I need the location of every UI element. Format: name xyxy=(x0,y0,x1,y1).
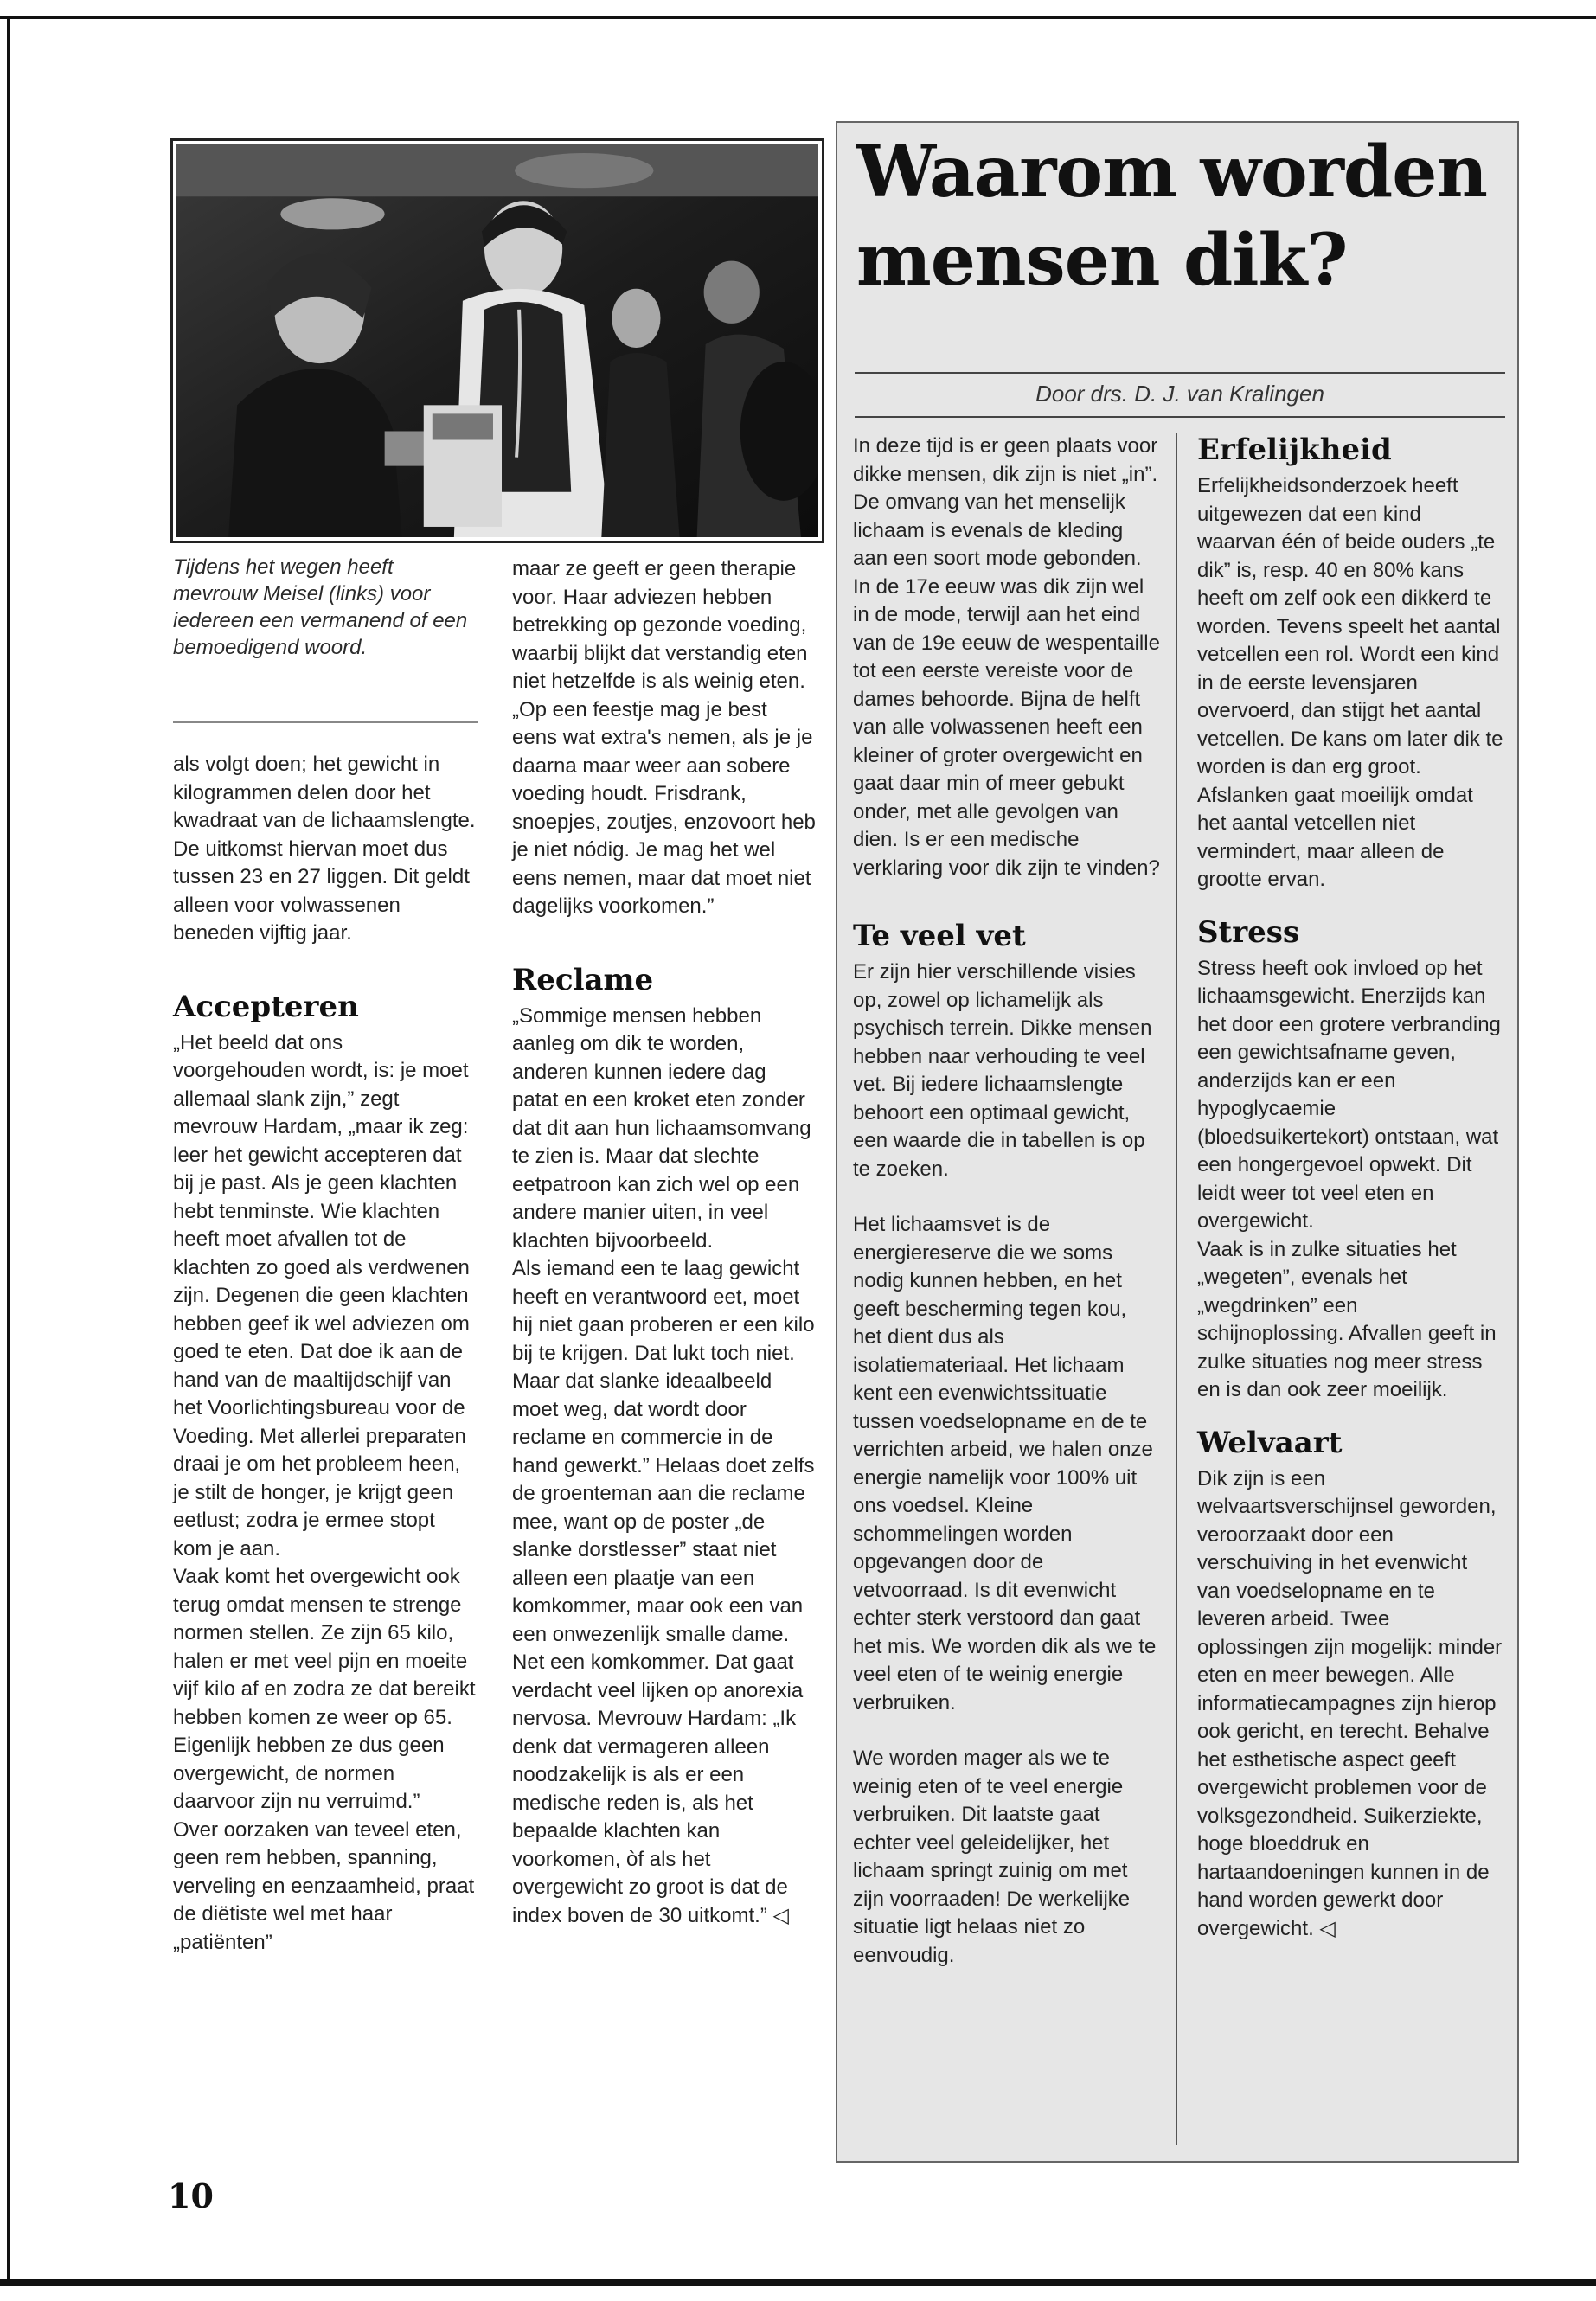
col4-paragraph-1: Erfelijkheidsonderzoek heeft uitgewezen dat een kind waarvan één of beide ouders „te dik” is, resp. 40 en 80% kans heeft om zelf ook een dikkerd te worden. Tevens speelt het aantal vetcellen een rol. Wordt een kind in de eerste levensjaren overvoerd, dan stijgt het aantal vetcellen. De kans om later dik te worden is dan erg groot. Afslanken gaat moeilijk omdat het aantal vetcellen niet vermindert, maar alleen de grootte ervan. xyxy=(1197,474,1503,891)
col1-intro: als volgt doen; het gewicht in kilogrammen delen door het kwadraat van de lichaamslengte. De uitkomst hiervan moet dus tussen 23 en 27 liggen. Dit geldt alleen voor volwassenen beneden vijftig jaar. xyxy=(173,753,476,945)
col3-paragraph-3: We worden mager als we te weinig eten of te veel energie verbruiken. Dit laatste gaat echter veel geleidelijker, het lichaam springt zuinig om met zijn voorraaden! De werkelijke situatie ligt helaas niet zo eenvoudig. xyxy=(853,1747,1131,1967)
sidebar-column-divider xyxy=(1176,433,1177,2145)
byline: Door drs. D. J. van Kralingen xyxy=(1035,381,1324,407)
col1-paragraph-2: Vaak komt het overgewicht ook terug omdat mensen te strenge normen stellen. Ze zijn 65 kilo, halen er met veel pijn en moeite vijf kilo af en zodra ze dat bereikt hebben komen ze weer op 65. Eigenlijk hebben ze dus geen overgewicht, de normen daarvoor zijn nu verruimd.” xyxy=(173,1565,476,1813)
heading-stress: Stress xyxy=(1197,914,1300,950)
caption-divider xyxy=(173,721,478,723)
column-2 xyxy=(512,555,817,1930)
col2-paragraph-2: Als iemand een te laag gewicht heeft en verantwoord eet, moet hij niet gaan proberen er een kilo bij te krijgen. Dat lukt toch niet. Maar dat slanke ideaalbeeld moet weg, dat wordt door reclame en commercie in de hand gewerkt.” Helaas doet zelfs de groenteman aan die reclame mee, want op de poster „de slanke dorstlesser” staat niet alleen een plaatje van een komkommer, maar ook een van een onwezenlijk smalle dame. Net een komkommer. Dat gaat verdacht veel lijken op anorexia nervosa. Mevrouw Hardam: „Ik denk dat vermageren alleen noodzakelijk is als er een medische reden is, als het bepaalde klachten kan voorkomen, òf als het overgewicht zo groot is dat de index boven de 30 uitkomt.” ◁ xyxy=(512,1257,815,1927)
col3-paragraph-1: Er zijn hier verschillende visies op, zowel op lichamelijk als psychisch terrein. Dikke mensen hebben naar verhouding te veel vet. Bij iedere lichaamslengte behoort een optimaal gewicht, een waarde die in tabellen is op te zoeken. xyxy=(853,960,1152,1181)
sidebar-intro: In deze tijd is er geen plaats voor dikke mensen, dik zijn is niet „in”. De omvang van het menselijk lichaam is evenals de kleding aan een soort mode gebonden. In de 17e eeuw was dik zijn wel in de mode, terwijl aan het eind van de 19e eeuw de wespentaille tot een eerste vereiste voor de dames behoorde. Bijna de helft van alle volwassenen heeft een kleiner of groter overgewicht en gaat daar min of meer gebukt onder, met alle gevolgen van dien. Is er een medische verklaring voor dik zijn te vinden? xyxy=(853,434,1160,880)
column-1 xyxy=(173,751,478,1957)
sidebar-column-left xyxy=(853,433,1161,1970)
heading-erfelijkheid: Erfelijkheid xyxy=(1197,433,1392,467)
byline-rule-bottom xyxy=(855,416,1505,418)
heading-welvaart: Welvaart xyxy=(1197,1425,1343,1460)
sidebar-column-right xyxy=(1197,433,1505,1943)
bottom-border-rule xyxy=(0,2279,1596,2286)
col4-paragraph-3: Vaak is in zulke situaties het „wegeten”, evenals het „wegdrinken” een schijnoplossing. Afvallen geeft in zulke situaties nog meer stress en is dan ook zeer moeilijk. xyxy=(1197,1237,1497,1401)
heading-reclame: Reclame xyxy=(512,962,654,997)
page-number: 10 xyxy=(168,2176,214,2215)
col3-paragraph-2: Het lichaamsvet is de energiereserve die we soms nodig kunnen hebben, en het geeft bescherming tegen kou, het dient dus als isolatiemateriaal. Het lichaam kent een evenwichtssituatie tussen voedselopname en de te verrichten arbeid, we halen onze energie namelijk voor 100% uit ons voedsel. Kleine schommelingen worden opgevangen door de vetvoorraad. Is dit evenwicht echter sterk verstoord dan gaat het mis. We worden dik als we te veel eten of te weinig energie verbruiken. xyxy=(853,1213,1157,1715)
article-title: Waarom worden mensen dik? xyxy=(856,131,1488,302)
col4-paragraph-2: Stress heeft ook invloed op het lichaamsgewicht. Enerzijds kan het door een grotere verbranding een gewichtsafname geven, anderzijds kan er een hypoglycaemie (bloedsuikertekort) ontstaan, wat een hongergevoel opwekt. Dit leidt weer tot veel eten en overgewicht. xyxy=(1197,956,1501,1233)
left-border-rule xyxy=(7,16,10,2285)
col2-paragraph-1: „Sommige mensen hebben aanleg om dik te worden, anderen kunnen iedere dag patat en een kroket eten zonder dat dit aan hun lichaamsomvang te zien is. Maar dat slechte eetpatroon kan zich wel op een andere manier uiten, in veel klachten bijvoorbeeld. xyxy=(512,1003,811,1253)
col1-paragraph-3: Over oorzaken van teveel eten, geen rem hebben, spanning, verveling en eenzaamheid, praat de diëtiste wel met haar „patiënten” xyxy=(173,1817,475,1954)
col1-paragraph-1: „Het beeld dat ons voorgehouden wordt, is: je moet allemaal slank zijn,” zegt mevrouw Hardam, „maar ik zeg: leer het gewicht accepteren dat bij je past. Als je geen klachten hebt tenminste. Wie klachten heeft moet afvallen tot de klachten zo goed als verdwenen zijn. Degenen die geen klachten hebben geef ik wel adviezen om goed te eten. Dat doe ik aan de hand van de maaltijdschijf van het Voorlichtingsbureau voor de Voeding. Met allerlei preparaten draai je om het probleem heen, je stilt de honger, je krijgt geen eetlust; zodra je ermee stopt kom je aan. xyxy=(173,1030,470,1561)
photo-caption: Tijdens het wegen heeft mevrouw Meisel (links) voor iedereen een vermanend of een bemoedigend woord. xyxy=(173,555,468,659)
top-border-rule xyxy=(0,16,1596,19)
heading-accepteren: Accepteren xyxy=(173,989,359,1024)
byline-rule-top xyxy=(855,372,1505,374)
col2-intro: maar ze geeft er geen therapie voor. Haar adviezen hebben betrekking op gezonde voeding, waarbij blijkt dat verstandig eten niet hetzelfde is als weinig eten. „Op een feestje mag je best eens wat extra's nemen, als je je daarna maar weer aan sobere voeding houdt. Frisdrank, snoepjes, zoutjes, enzovoort heb je niet nódig. Je mag het wel eens nemen, maar dat moet niet dagelijks voorkomen.” xyxy=(512,557,816,918)
photo-image xyxy=(176,144,818,537)
heading-te-veel-vet: Te veel vet xyxy=(853,919,1026,953)
col4-paragraph-4: Dik zijn is een welvaartsverschijnsel geworden, veroorzaakt door een verschuiving in het evenwicht van voedselopname en te leveren arbeid. Twee oplossingen zijn mogelijk: minder eten en meer bewegen. Alle informatiecampagnes zijn hierop ook gericht, en terecht. Behalve het esthetische aspect geeft overgewicht problemen voor de volksgezondheid. Suikerziekte, hoge bloeddruk en hartaandoeningen kunnen in de hand worden gewerkt door overgewicht. ◁ xyxy=(1197,1466,1503,1940)
article-photo xyxy=(170,138,824,543)
